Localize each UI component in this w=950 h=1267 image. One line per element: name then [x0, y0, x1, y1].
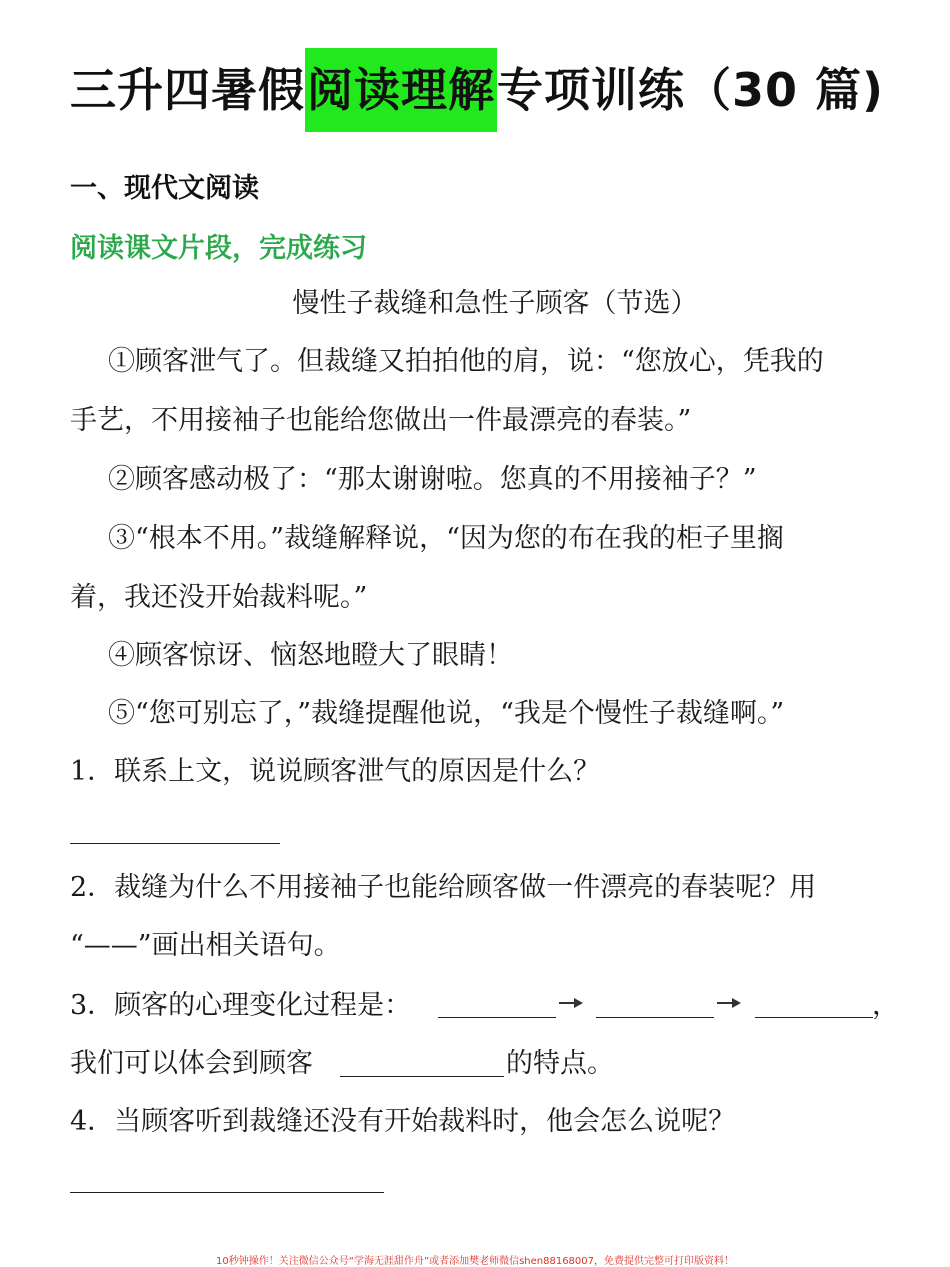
instruction-heading: 阅读课文片段，完成练习 — [70, 233, 367, 264]
passage-line: ②顾客感动极了：“那太谢谢啦。您真的不用接袖子？” — [108, 464, 757, 495]
title-prefix: 三升四暑假 — [70, 63, 305, 117]
section-heading: 一、现代文阅读 — [70, 173, 259, 204]
answer-blank-q4[interactable] — [70, 1192, 384, 1193]
answer-blank-q3-trait[interactable] — [340, 1076, 504, 1077]
footer-notice: 10秒钟操作！关注微信公众号“学海无涯甜作舟”或者添加樊老师微信shen88168007，免费提供完整可打印版资料！ — [215, 1256, 735, 1267]
arrow-right-icon — [558, 997, 584, 1009]
question-2-line1: 2．裁缝为什么不用接袖子也能给顾客做一件漂亮的春装呢？用 — [70, 872, 817, 903]
passage-line: ⑤“您可别忘了，”裁缝提醒他说，“我是个慢性子裁缝啊。” — [108, 698, 785, 729]
passage-line: 手艺，不用接袖子也能给您做出一件最漂亮的春装。” — [70, 405, 692, 436]
passage-line: 着，我还没开始裁料呢。” — [70, 582, 368, 613]
title-highlight: 阅读理解 — [305, 48, 497, 132]
question-3-line1: 3．顾客的心理变化过程是： — [70, 990, 412, 1021]
answer-blank-q3-stage1[interactable] — [438, 1017, 556, 1018]
answer-blank-q3-stage2[interactable] — [596, 1017, 714, 1018]
passage-line: ④顾客惊讶、恼怒地瞪大了眼睛！ — [108, 640, 513, 671]
passage-line: ①顾客泄气了。但裁缝又拍拍他的肩，说：“您放心，凭我的 — [108, 346, 824, 377]
question-2-line2: “——”画出相关语句。 — [70, 930, 341, 961]
passage-line: ③“根本不用。”裁缝解释说，“因为您的布在我的柜子里搁 — [108, 523, 784, 554]
arrow-right-icon — [716, 997, 742, 1009]
question-3-comma: ， — [872, 990, 899, 1021]
question-3-line2-start: 我们可以体会到顾客 — [70, 1048, 313, 1079]
question-1: 1．联系上文，说说顾客泄气的原因是什么？ — [70, 756, 601, 787]
question-4: 4．当顾客听到裁缝还没有开始裁料时，他会怎么说呢？ — [70, 1106, 736, 1137]
answer-blank-q1[interactable] — [70, 843, 280, 844]
question-3-line2-end: 的特点。 — [506, 1048, 614, 1079]
page-title — [70, 40, 890, 140]
answer-blank-q3-stage3[interactable] — [755, 1017, 873, 1018]
title-suffix: 专项训练（30 篇) — [497, 63, 885, 117]
passage-title: 慢性子裁缝和急性子顾客（节选） — [292, 288, 698, 319]
